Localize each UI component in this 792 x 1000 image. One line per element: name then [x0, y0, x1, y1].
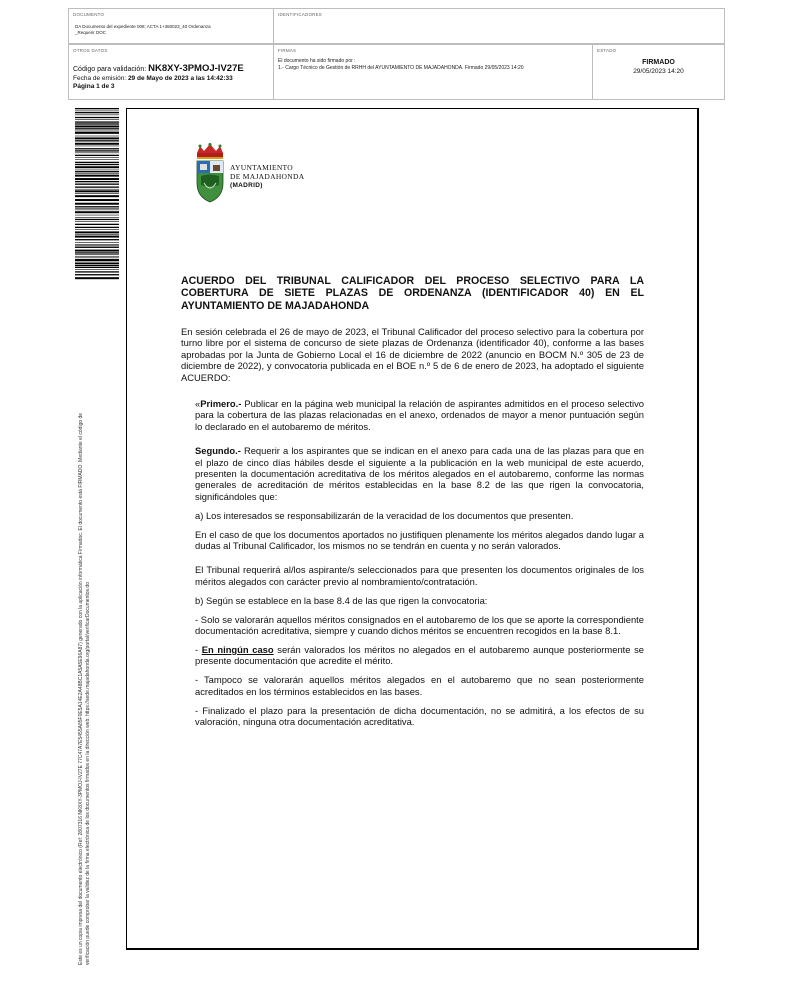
- bullet-3: - Tampoco se valorarán aquellos méritos alegados en el autobaremo que no sean posteriormente acreditados en los términos establecidos en las bases.: [195, 674, 644, 697]
- barcode-bar: [75, 111, 119, 112]
- barcode-bar: [75, 123, 119, 124]
- page-info: Página 1 de 3: [73, 83, 115, 90]
- barcode-bar: [75, 178, 119, 180]
- barcode-bar: [75, 119, 119, 120]
- bullet-1: - Solo se valorarán aquellos méritos consignados en el autobaremo de los que se aporte la correspondiente documentación acreditativa, siempre y cuando dichos méritos se encuentren recogidos en la base 8.1.: [195, 613, 644, 637]
- primero-paragraph: «Primero.- Publicar en la página web municipal la relación de aspirantes admitidos en el proceso selectivo para la cobertura de las plazas relacionadas en el anexo, ordenados de mayor a menor puntuación según lo declarado en el autobaremo de méritos.: [195, 397, 644, 432]
- barcode-bar: [75, 108, 119, 109]
- barcode-bar: [75, 236, 119, 238]
- paragraph-caso: En el caso de que los documentos aportados no justifiquen plenamente los méritos alegados dando lugar a dudas al Tribunal Calificador, los mismos no se tendrán en cuenta y no serán valorados.: [195, 528, 644, 551]
- page-title: ACUERDO DEL TRIBUNAL CALIFICADOR DEL PROCESO SELECTIVO PARA LA COBERTURA DE SIETE PLAZAS DE ORDENANZA (IDENTIFICADOR 40) EN EL AYUNTAMIENTO DE MAJADAHONDA: [181, 275, 644, 312]
- barcode-bar: [75, 247, 119, 248]
- barcode-bar: [75, 267, 119, 268]
- barcode-bar: [75, 173, 119, 174]
- barcode-bar: [75, 239, 119, 240]
- emission-date-line: Fecha de emisión: 29 de Mayo de 2023 a las 14:42:33: [73, 75, 233, 82]
- barcode-bar: [75, 258, 119, 259]
- header-otros-datos-box: [68, 44, 274, 100]
- barcode-bar: [75, 262, 119, 263]
- barcode-bar: [75, 277, 119, 279]
- barcode-bar: [75, 115, 119, 116]
- barcode-bar: [75, 140, 119, 141]
- barcode-bar: [75, 153, 119, 154]
- organization-name: AYUNTAMIENTO DE MAJADAHONDA (MADRID): [230, 163, 305, 189]
- status-badge: FIRMADO: [642, 59, 675, 66]
- barcode-bar: [75, 132, 119, 134]
- barcode-bar: [75, 199, 119, 201]
- barcode-bar: [75, 203, 119, 205]
- barcode-bar: [75, 146, 119, 147]
- validation-code: NK8XY-3PMOJ-IV27E: [148, 63, 244, 74]
- barcode-bar: [75, 224, 119, 225]
- barcode-bar: [75, 208, 119, 209]
- barcode-bar: [75, 125, 119, 127]
- barcode-bar: [75, 136, 119, 137]
- header-firmas-box: [273, 44, 593, 100]
- barcode-bar: [75, 250, 119, 252]
- barcode-bar: [75, 234, 119, 235]
- barcode-bar: [75, 221, 119, 222]
- otros-datos-label: OTROS DATOS: [73, 48, 108, 53]
- barcode-bar: [75, 219, 119, 220]
- barcode-bar: [75, 271, 119, 272]
- verification-side-note: Este es un copia impresa del documento electrónico (Ref: 2807316 NK8XY-3PMOJ-IV27E 77C47A7E5455A85F0E5A14E2A48BC1A5A5E96A87) generado con la aplicación informática Firmadoc. El documento está FIRMADO. Mediante el código de verificación puede comprobar la validez de la firma electrónica de los documentos firmados en la dirección web: https://sede.majadahonda.org/portal/verificarDocumentos.do: [78, 412, 91, 965]
- barcode-bar: [75, 210, 119, 211]
- barcode-bar: [75, 265, 119, 266]
- barcode-bar: [75, 242, 119, 243]
- barcode-bar: [75, 148, 119, 149]
- barcode-bar: [75, 170, 119, 171]
- barcode-bar: [75, 227, 119, 228]
- barcode-bar: [75, 215, 119, 216]
- firmas-text: El documento ha sido firmado por : 1.- Cargo Técnico de Gestión de RRHH del AYUNTAMIENTO DE MAJADAHONDA. Firmado 29/05/2023 14:20: [278, 58, 524, 71]
- barcode-bar: [75, 195, 119, 197]
- header-documento-box: [68, 8, 274, 44]
- validation-code-line: Código para validación: NK8XY-3PMOJ-IV27E: [73, 63, 244, 74]
- barcode-bar: [75, 254, 119, 255]
- barcode-bar: [75, 175, 119, 177]
- barcode-bar: [75, 184, 119, 185]
- status-date: 29/05/2023 14:20: [633, 68, 684, 75]
- barcode-bar: [75, 189, 119, 190]
- barcode-bar: [75, 162, 119, 163]
- emission-date: 29 de Mayo de 2023 a las 14:42:33: [127, 75, 233, 82]
- document-body: [181, 275, 644, 735]
- identificadores-label: IDENTIFICADORES: [278, 12, 323, 17]
- barcode-bar: [75, 131, 119, 132]
- barcode-bar: [75, 256, 119, 257]
- item-a: a) Los interesados se responsabilizarán de la veracidad de los documentos que presenten.: [195, 509, 574, 521]
- barcode-bar: [75, 259, 119, 261]
- paragraph-tribunal: El Tribunal requerirá al/los aspirante/s seleccionados para que presenten los documentos originales de los méritos alegados con carácter previo al nombramiento/contratación.: [195, 564, 644, 587]
- coat-of-arms-icon: [194, 143, 226, 203]
- barcode-bar: [75, 211, 119, 213]
- barcode-bar: [75, 159, 119, 160]
- barcode-bar: [75, 269, 119, 270]
- firmas-label: FIRMAS: [278, 48, 297, 53]
- header-identificadores-box: [273, 8, 725, 44]
- barcode-bar: [75, 193, 119, 194]
- barcode-bar: [75, 155, 119, 156]
- barcode-bar: [75, 274, 119, 275]
- barcode-bar: [75, 186, 119, 187]
- barcode-bar: [75, 206, 119, 207]
- barcode-icon: [75, 108, 119, 280]
- barcode-bar: [75, 231, 119, 233]
- barcode-bar: [75, 190, 119, 192]
- documento-value: DA Documento del expediente 008; ACTA 1+360023_40 Ordenanza _Requerir DOC: [75, 24, 211, 35]
- barcode-bar: [75, 245, 119, 246]
- barcode-bar: [75, 181, 119, 182]
- barcode-bar: [75, 166, 119, 168]
- barcode-bar: [75, 229, 119, 230]
- barcode-bar: [75, 143, 119, 145]
- barcode-bar: [75, 128, 119, 129]
- barcode-bar: [75, 244, 119, 245]
- barcode-bar: [75, 263, 119, 264]
- barcode-bar: [75, 112, 119, 113]
- barcode-bar: [75, 252, 119, 253]
- barcode-bar: [75, 150, 119, 151]
- barcode-bar: [75, 157, 119, 158]
- item-b: b) Según se establece en la base 8.4 de las que rigen la convocatoria:: [195, 594, 488, 606]
- intro-paragraph: En sesión celebrada el 26 de mayo de 2023, el Tribunal Calificador del proceso selectivo para la cobertura por turno libre por el sistema de concurso de siete plazas de Ordenanza (identificador 40), conforme a las bases aprobadas por la Junta de Gobierno Local el 16 de diciembre de 2022 (anuncio en BOCM N.º 305 de 23 de diciembre de 2022), y convocatoria publicada en el BOE n.º 5 de 6 de enero de 2023, ha adoptado el siguiente ACUERDO:: [181, 325, 644, 383]
- bullet-4: - Finalizado el plazo para la presentación de dicha documentación, no se admitirá, a los efectos de su valoración, ninguna otra documentación acreditativa.: [195, 704, 644, 727]
- documento-label: DOCUMENTO: [73, 12, 105, 17]
- segundo-paragraph: Segundo.- Requerir a los aspirantes que se indican en el anexo para cada una de las plazas para que en el plazo de cinco días hábiles desde el siguiente a la publicación en la web municipal de este acuerdo, presenten la documentación acreditativa de los méritos alegados en el autobaremo, conforme las normas generales de acreditación de méritos establecidas en la base 8.2 de las que rigen la convocatoria, significándoles que:: [195, 445, 644, 502]
- header-estado-box: [592, 44, 725, 100]
- barcode-bar: [75, 164, 119, 165]
- barcode-bar: [75, 137, 119, 139]
- barcode-bar: [75, 117, 119, 118]
- estado-label: ESTADO: [597, 48, 617, 53]
- barcode-bar: [75, 171, 119, 172]
- barcode-bar: [75, 121, 119, 122]
- bullet-2: - En ningún caso serán valorados los méritos no alegados en el autobaremo aunque posteriormente se presente documentación que acredite el mérito.: [195, 643, 645, 667]
- barcode-bar: [75, 217, 119, 218]
